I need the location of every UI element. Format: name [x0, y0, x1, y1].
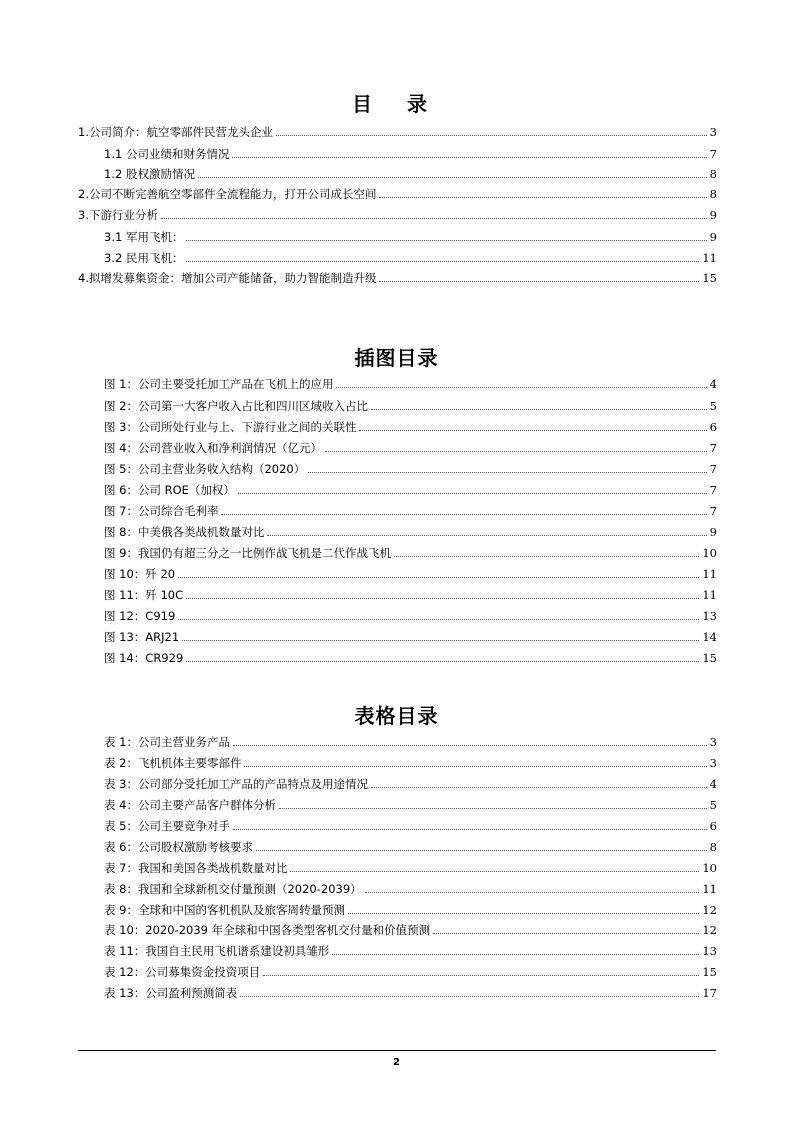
- page-number: 2: [393, 1057, 400, 1068]
- figures-entry-page: 7: [709, 462, 717, 476]
- figures-entry-page: 5: [709, 399, 717, 413]
- tables-entry-label: 表 12：公司募集资金投资项目: [104, 965, 261, 979]
- tables-entry[interactable]: [104, 818, 717, 833]
- tables-entry[interactable]: [104, 881, 717, 896]
- toc-entry-label: 1.公司简介：航空零部件民营龙头企业: [78, 125, 273, 139]
- dot-leader: [365, 891, 700, 893]
- figures-entry-page: 15: [702, 651, 717, 665]
- tables-entry-label: 表 5：公司主要竞争对手: [104, 819, 230, 833]
- dot-leader: [256, 849, 707, 851]
- toc-entry-page: 8: [709, 187, 717, 201]
- toc-entry-page: 8: [709, 167, 717, 181]
- tables-entry-label: 表 13：公司盈利预测简表: [104, 986, 238, 1000]
- dot-leader: [279, 807, 707, 809]
- dot-leader: [186, 239, 706, 241]
- tables-title: 表格目录: [354, 704, 439, 728]
- toc-entry-label: 3.2 民用飞机：: [104, 251, 184, 265]
- dot-leader: [290, 870, 699, 872]
- toc-entry[interactable]: [104, 146, 717, 161]
- dot-leader: [221, 513, 706, 515]
- dot-leader: [359, 429, 706, 431]
- tables-entry-page: 17: [702, 986, 717, 1000]
- toc-entry[interactable]: [104, 166, 717, 181]
- tables-entry-page: 4: [709, 777, 717, 791]
- figures-entry[interactable]: [104, 461, 717, 476]
- figures-entry-page: 10: [702, 546, 717, 560]
- figures-entry-label: 图 14：CR929: [104, 651, 184, 665]
- figures-entry[interactable]: [104, 545, 717, 560]
- toc-entry-label: 4.拟增发募集资金：增加公司产能储备，助力智能制造升级: [78, 271, 377, 285]
- figures-entry-label: 图 13：ARJ21: [104, 630, 180, 644]
- tables-entry-label: 表 10：2020-2039 年全球和中国各类型客机交付量和价值预测: [104, 923, 431, 937]
- figures-entry[interactable]: [104, 503, 717, 518]
- figures-entry-label: 图 1：公司主要受托加工产品在飞机上的应用: [104, 377, 334, 391]
- figures-entry-page: 7: [709, 483, 717, 497]
- figures-entry[interactable]: [104, 419, 717, 434]
- figures-entry-page: 11: [702, 567, 717, 581]
- tables-entry-page: 8: [709, 840, 717, 854]
- toc-entry[interactable]: [78, 207, 717, 222]
- tables-entry-label: 表 2：飞机机体主要零部件: [104, 756, 242, 770]
- toc-entry[interactable]: [78, 270, 717, 285]
- toc-entry-page: 9: [709, 230, 717, 244]
- toc-title: 目 录: [352, 92, 441, 116]
- tables-entry-page: 10: [702, 861, 717, 875]
- dot-leader: [233, 744, 707, 746]
- dot-leader: [178, 576, 699, 578]
- figures-entry-label: 图 2：公司第一大客户收入占比和四川区域收入占比: [104, 399, 368, 413]
- figures-entry[interactable]: [104, 608, 717, 623]
- figures-entry-label: 图 3：公司所处行业与上、下游行业之间的关联性: [104, 420, 357, 434]
- tables-entry-page: 6: [709, 819, 717, 833]
- toc-entry-label: 2.公司不断完善航空零部件全流程能力，打开公司成长空间: [78, 187, 377, 201]
- dot-leader: [348, 912, 699, 914]
- tables-entry-label: 表 8：我国和全球新机交付量预测（2020-2039）: [104, 882, 362, 896]
- dot-leader: [186, 597, 699, 599]
- toc-entry-label: 3.下游行业分析: [78, 208, 158, 222]
- figures-entry-label: 图 4：公司营业收入和净利润情况（亿元）: [104, 441, 322, 455]
- figures-entry-label: 图 8：中美俄各类战机数量对比: [104, 525, 265, 539]
- tables-entry-label: 表 6：公司股权激励考核要求: [104, 840, 253, 854]
- tables-entry-page: 3: [709, 756, 717, 770]
- figures-entry[interactable]: [104, 650, 717, 665]
- dot-leader: [186, 260, 699, 262]
- tables-entry[interactable]: [104, 964, 717, 979]
- dot-leader: [336, 386, 706, 388]
- tables-entry[interactable]: [104, 734, 717, 749]
- dot-leader: [371, 408, 707, 410]
- dot-leader: [325, 450, 707, 452]
- figures-title: 插图目录: [354, 346, 439, 370]
- tables-entry-page: 15: [702, 965, 717, 979]
- toc-entry[interactable]: [78, 124, 717, 139]
- tables-entry[interactable]: [104, 985, 717, 1000]
- toc-entry-label: 1.2 股权激励情况: [104, 167, 195, 181]
- tables-entry[interactable]: [104, 797, 717, 812]
- figures-entry[interactable]: [104, 587, 717, 602]
- dot-leader: [267, 534, 706, 536]
- dot-leader: [244, 765, 706, 767]
- figures-entry-label: 图 9：我国仍有超三分之一比例作战飞机是二代作战飞机: [104, 546, 391, 560]
- toc-entry-page: 7: [709, 147, 717, 161]
- tables-entry-label: 表 11：我国自主民用飞机谱系建设初具雏形: [104, 944, 330, 958]
- tables-entry-label: 表 4：公司主要产品客户群体分析: [104, 798, 276, 812]
- tables-entry[interactable]: [104, 922, 717, 937]
- toc-entry-page: 11: [702, 251, 717, 265]
- dot-leader: [178, 618, 699, 620]
- dot-leader: [232, 156, 706, 158]
- tables-entry-label: 表 7：我国和美国各类战机数量对比: [104, 861, 288, 875]
- figures-entry[interactable]: [104, 398, 717, 413]
- footer-rule: [78, 1050, 716, 1051]
- tables-entry[interactable]: [104, 943, 717, 958]
- figures-entry-label: 图 11：歼 10C: [104, 588, 184, 602]
- toc-entry-page: 15: [702, 271, 717, 285]
- toc-entry-label: 1.1 公司业绩和财务情况: [104, 147, 230, 161]
- dot-leader: [198, 176, 707, 178]
- figures-entry-label: 图 7：公司综合毛利率: [104, 504, 219, 518]
- dot-leader: [379, 196, 706, 198]
- tables-entry-page: 3: [709, 735, 717, 749]
- toc-entry-page: 9: [709, 208, 717, 222]
- figures-entry[interactable]: [104, 566, 717, 581]
- tables-entry[interactable]: [104, 776, 717, 791]
- dot-leader: [433, 932, 699, 934]
- dot-leader: [332, 953, 699, 955]
- figures-entry-page: 7: [709, 441, 717, 455]
- tables-entry-label: 表 3：公司部分受托加工产品的产品特点及用途情况: [104, 777, 368, 791]
- tables-entry-page: 5: [709, 798, 717, 812]
- figures-entry-page: 4: [709, 377, 717, 391]
- tables-entry[interactable]: [104, 839, 717, 854]
- dot-leader: [240, 995, 699, 997]
- toc-entry[interactable]: [78, 186, 717, 201]
- figures-entry-label: 图 10：歼 20: [104, 567, 176, 581]
- toc-entry[interactable]: [104, 250, 717, 265]
- dot-leader: [182, 639, 699, 641]
- tables-entry-page: 12: [702, 923, 717, 937]
- tables-entry[interactable]: [104, 755, 717, 770]
- dot-leader: [186, 660, 699, 662]
- toc-entry-page: 3: [709, 125, 717, 139]
- dot-leader: [233, 828, 707, 830]
- tables-entry[interactable]: [104, 902, 717, 917]
- figures-entry[interactable]: [104, 482, 717, 497]
- dot-leader: [263, 974, 699, 976]
- figures-entry[interactable]: [104, 629, 717, 644]
- figures-entry[interactable]: [104, 376, 717, 391]
- figures-entry-label: 图 6：公司 ROE（加权）: [104, 483, 235, 497]
- dot-leader: [238, 492, 707, 494]
- figures-entry-page: 13: [702, 609, 717, 623]
- figures-entry-page: 14: [702, 630, 717, 644]
- tables-entry-page: 12: [702, 903, 717, 917]
- figures-entry-page: 11: [702, 588, 717, 602]
- figures-entry-label: 图 12：C919: [104, 609, 176, 623]
- toc-entry[interactable]: [104, 229, 717, 244]
- tables-entry-label: 表 9：全球和中国的客机机队及旅客周转量预测: [104, 903, 345, 917]
- figures-entry-page: 7: [709, 504, 717, 518]
- dot-leader: [276, 134, 707, 136]
- figures-entry[interactable]: [104, 440, 717, 455]
- figures-entry-label: 图 5：公司主营业务收入结构（2020）: [104, 462, 306, 476]
- figures-entry[interactable]: [104, 524, 717, 539]
- dot-leader: [371, 786, 707, 788]
- dot-leader: [161, 217, 707, 219]
- tables-entry-label: 表 1：公司主营业务产品: [104, 735, 230, 749]
- figures-entry-page: 9: [709, 525, 717, 539]
- dot-leader: [308, 471, 706, 473]
- tables-entry[interactable]: [104, 860, 717, 875]
- figures-entry-page: 6: [709, 420, 717, 434]
- tables-entry-page: 11: [702, 882, 717, 896]
- dot-leader: [394, 555, 699, 557]
- toc-entry-label: 3.1 军用飞机：: [104, 230, 184, 244]
- tables-entry-page: 13: [702, 944, 717, 958]
- dot-leader: [379, 280, 699, 282]
